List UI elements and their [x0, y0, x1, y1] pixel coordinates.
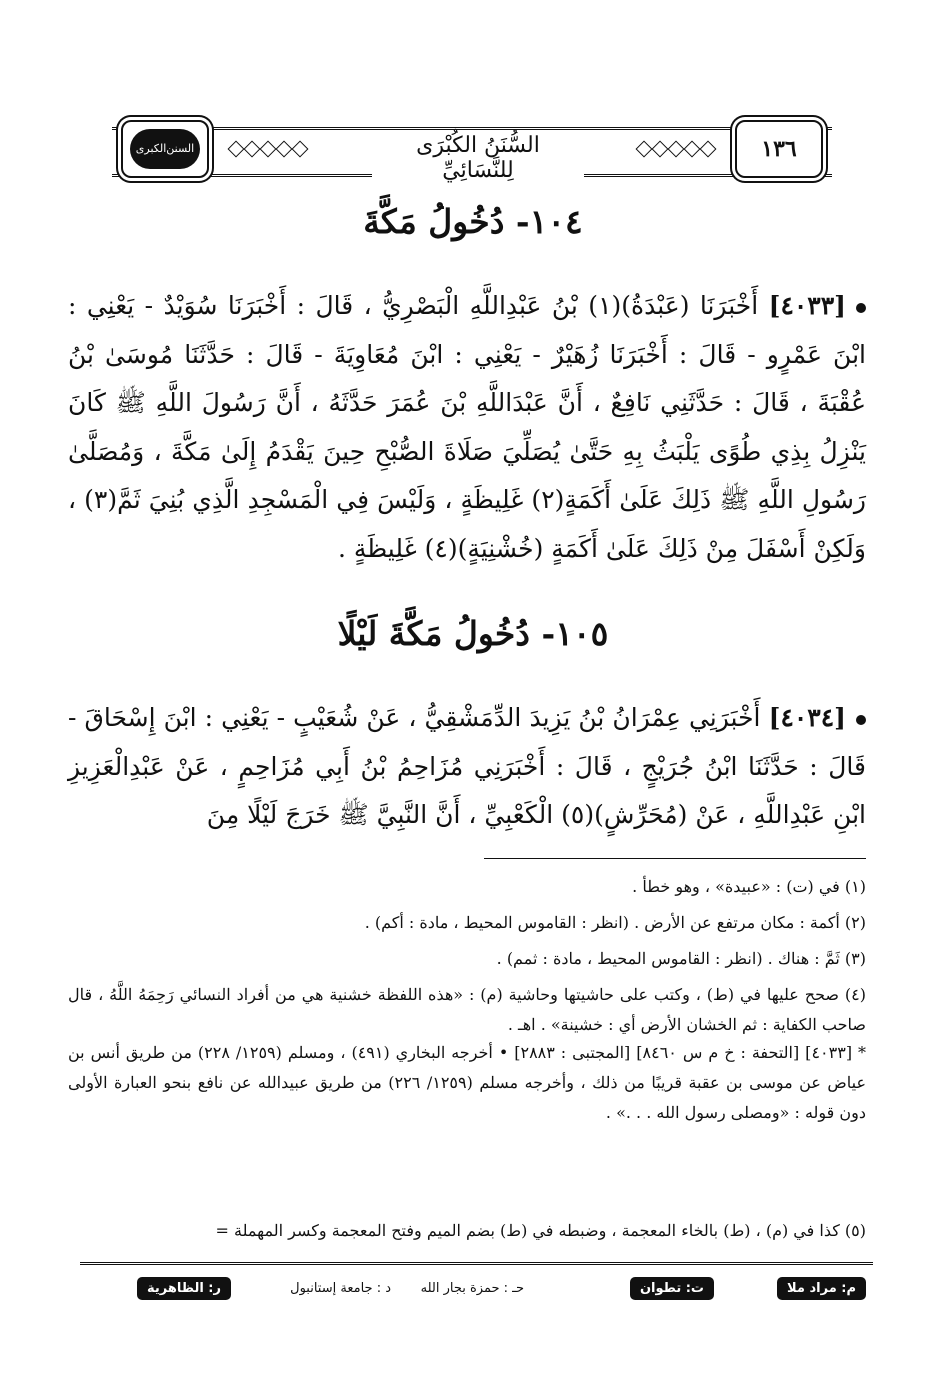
chapter-heading-105: ١٠٥- دُخُولُ مَكَّةَ لَيْلًا — [337, 614, 609, 653]
hadith-text: أَخْبَرَنَا (عَبْدَةُ)(١) بْنُ عَبْدِاللَّهِ الْبَصْرِيُّ ، قَالَ : أَخْبَرَنَا سُوَيْدٌ - يَعْنِي : ابْنَ عَمْرٍو - قَالَ : أَخْبَرَنَا زُهَيْرٌ - يَعْنِي : ابْنَ مُعَاوِيَةَ - قَالَ : حَدَّثَنَا مُوسَىٰ بْنُ عُقْبَةَ ، قَالَ : حَدَّثَنِي نَافِعٌ ، أَنَّ عَبْدَاللَّهِ بْنَ عُمَرَ حَدَّثَهُ ، أَنَّ رَسُولَ اللَّهِ ﷺ كَانَ يَنْزِلُ بِذِي طُوًى يَلْبَثُ بِهِ حَتَّىٰ يُصَلِّيَ صَلَاةَ الصُّبْحِ حِينَ يَقْدَمُ إِلَىٰ مَكَّةَ ، وَمُصَلَّىٰ رَسُولِ اللَّهِ ﷺ ذَلِكَ عَلَىٰ أَكَمَةٍ(٢) غَلِيظَةٍ ، وَلَيْسَ فِي الْمَسْجِدِ الَّذِي بُنِيَ ثَمَّ(٣) ، وَلَكِنْ أَسْفَلَ مِنْ ذَلِكَ عَلَىٰ أَكَمَةٍ (خُشْنِيَةٍ)(٤) غَلِيظَةٍ . — [68, 291, 866, 563]
bullet-icon — [856, 303, 866, 313]
hadith-text: أَخْبَرَنِي عِمْرَانُ بْنُ يَزِيدَ الدِّمَشْقِيُّ ، عَنْ شُعَيْبٍ - يَعْنِي : ابْنَ إِسْحَاقَ - قَالَ : حَدَّثَنَا ابْنُ جُرَيْجٍ ، قَالَ : أَخْبَرَنِي مُزَاحِمُ بْنُ أَبِي مُزَاحِمٍ ، عَنْ عَبْدِالْعَزِيزِ ابْنِ عَبْدِاللَّهِ ، عَنْ (مُحَرِّشٍ)(٥) الْكَعْبِيِّ ، أَنَّ النَّبِيَّ ﷺ خَرَجَ لَيْلًا مِنَ — [68, 703, 866, 829]
bullet-icon — [856, 715, 866, 725]
footer-rule — [80, 1262, 873, 1265]
manuscript-tag-t: ت: تطوان — [630, 1272, 714, 1304]
footnote-1: (١) في (ت) : «عبيدة» ، وهو خطأ . — [632, 877, 866, 896]
footnote-5: (٥) كذا في (م) ، (ط) بالخاء المعجمة ، وضبطه في (ط) بضم الميم وفتح المعجمة وكسر المهملة = — [215, 1221, 866, 1240]
manuscript-label-h: حـ : حمزة بجار الله — [420, 1280, 524, 1296]
page-header — [112, 113, 832, 197]
book-title: السُّنَنُ الكُبْرَى لِلنَّسَائِيِّ — [372, 133, 584, 183]
footnote-4: (٤) صحح عليها في (ط) ، وكتب على حاشيتها وحاشية (م) : «هذه اللفظة خشنية هي من أفراد النسائي رَحِمَهُ اللَّهُ ، قال صاحب الكفاية : ثم الخشان الأرض أي : خشينة» . اهـ . — [68, 985, 866, 1034]
book-logo — [112, 113, 218, 185]
hadith-paragraph-4033 — [68, 282, 866, 573]
footnote-separator — [484, 858, 866, 859]
footnote-3: (٣) ثَمَّ : هناك . (انظر : القاموس المحيط ، مادة : ثمم) . — [496, 949, 866, 968]
page-number: ١٣٦ — [761, 136, 797, 162]
logo-seal-icon: السنن الكبرى — [130, 129, 200, 169]
manuscript-tag-m: م: مراد ملا — [777, 1272, 866, 1304]
hadith-number: [٤٠٣٤] — [768, 703, 846, 732]
footnote-2: (٢) أكمة : مكان مرتفع عن الأرض . (انظر : القاموس المحيط ، مادة : أكم) . — [364, 913, 866, 932]
manuscript-label-d: د : جامعة إستانبول — [290, 1280, 391, 1296]
takhrij-note: * [٤٠٣٣] [التحفة : خ م س ٨٤٦٠] [المجتبى : ٢٨٨٣] • أخرجه البخاري (٤٩١) ، ومسلم (١٢٥٩/ ٢٢٨) من طريق أنس بن عياض عن موسى بن عقبة قريبًا من ذلك ، وأخرجه مسلم (١٢٥٩/ ٢٢٦) من طريق عبيدالله عن نافع بنحو العبارة الأولى دون قوله : «ومصلى رسول الله . . .» . — [68, 1043, 867, 1122]
header-ornament-left — [230, 143, 306, 155]
hadith-paragraph-4034 — [68, 694, 866, 840]
page-number-medallion — [726, 113, 832, 185]
manuscript-tag-r: ر: الظاهرية — [137, 1272, 231, 1304]
header-ornament-right — [638, 143, 714, 155]
hadith-number: [٤٠٣٣] — [768, 291, 846, 320]
chapter-heading-104: ١٠٤- دُخُولُ مَكَّةَ — [363, 202, 583, 241]
